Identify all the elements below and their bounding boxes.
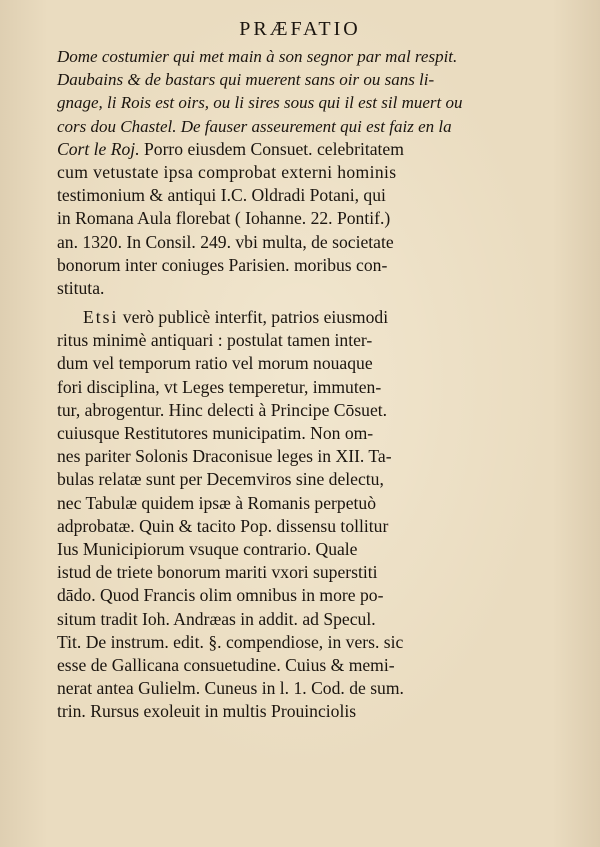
italic-segment: Cort le Roj. [57,138,140,159]
text-line: nes pariter Solonis Draconisue leges in XII. Ta- [57,446,392,467]
mixed-line [57,138,555,161]
roman-segment: Porro eiusdem Consuet. celebritatem [139,138,404,159]
paragraph-opening-line [57,306,555,329]
text-line: in Romana Aula florebat ( Iohanne. 22. Pontif.) [57,208,391,229]
text-line: bonorum inter coniuges Parisien. moribus con- [57,254,388,275]
running-title: PRÆFATIO [239,18,361,40]
text-line: dādo. Quod Francis olim omnibus in more po- [57,585,384,606]
italic-line: cors dou Chastel. De fauser asseurement qui est faiz en la [57,116,452,136]
text-line: adprobatæ. Quin & tacito Pop. dissensu tollitur [57,515,389,536]
text-line: ritus minimè antiquari : postulat tamen inter- [57,330,373,351]
italic-line: Daubains & de bastars qui muerent sans oir ou sans li- [57,70,435,90]
text-line: testimonium & antiqui I.C. Oldradi Potani, qui [57,185,386,206]
text-line: nec Tabulæ quidem ipsæ à Romanis perpetuò [57,492,376,513]
italic-line: gnage, li Rois est oirs, ou li sires sous qui il est sil muert ou [57,93,463,113]
text-line: nerat antea Gulielm. Cuneus in l. 1. Cod. de sum. [57,678,404,699]
text-line: cuiusque Restitutores municipatim. Non om- [57,423,374,443]
running-header [0,16,600,42]
text-line: trin. Rursus exoleuit in multis Prouinciolis [57,701,357,722]
text-line: cum vetustate ipsa comprobat externi hominis [57,161,397,182]
text-line: situm tradit Ioh. Andræas in addit. ad Specul. [57,608,376,629]
paragraph-lead-word: Etsi [83,307,119,328]
text-line: esse de Gallicana consuetudine. Cuius & memi- [57,654,395,675]
text-line: Tit. De instrum. edit. §. compendiose, in vers. sic [57,631,404,652]
text-line: dum vel temporum ratio vel morum nouaque [57,353,373,374]
paragraph-opening-rest: verò publicè interfit, patrios eiusmodi [118,307,389,328]
text-block [57,45,555,723]
text-line: istud de triete bonorum mariti vxori superstiti [57,562,378,583]
text-line: bulas relatæ sunt per Decemviros sine delectu, [57,469,384,490]
text-line: an. 1320. In Consil. 249. vbi multa, de societate [57,231,394,252]
text-line: Ius Municipiorum vsuque contrario. Quale [57,538,358,559]
text-line: tur, abrogentur. Hinc delecti à Principe Cōsuet. [57,399,388,420]
italic-line: Dome costumier qui met main à son segnor par mal respit. [57,47,458,66]
text-line: fori disciplina, vt Leges temperetur, immuten- [57,376,382,397]
text-line: stituta. [57,277,105,298]
